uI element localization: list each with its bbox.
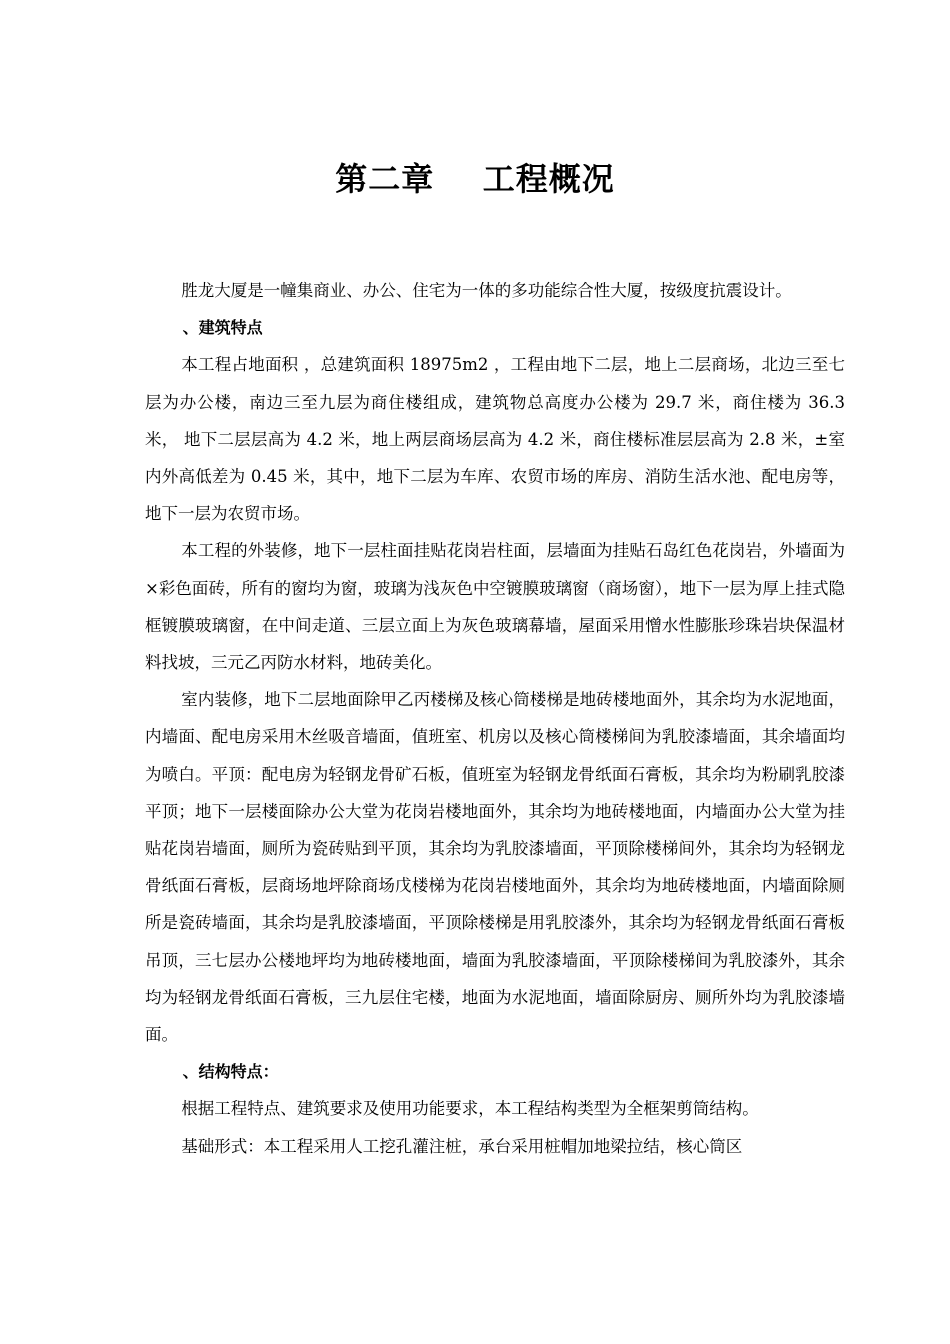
paragraph-foundation: 基础形式：本工程采用人工挖孔灌注桩，承台采用桩帽加地梁拉结，核心筒区: [181, 1136, 743, 1156]
section-heading-architecture: 、建筑特点: [182, 318, 263, 338]
chapter-title: 第二章 工程概况: [335, 160, 615, 198]
paragraph-exterior-finish: 本工程的外装修，地下一层柱面挂贴花岗岩柱面，层墙面为挂贴石岛红色花岗岩，外墙面为×彩色面砖，所有的窗均为窗，玻璃为浅灰色中空镀膜玻璃窗（商场窗），地下一层为厚上挂式隐框镀膜玻璃窗，在中间走道、三层立面上为灰色玻璃幕墙，屋面采用憎水性膨胀珍珠岩块保温材料找坡，三元乙丙防水材料，地砖美化。: [145, 541, 845, 673]
intro-paragraph: 胜龙大厦是一幢集商业、办公、住宅为一体的多功能综合性大厦，按级度抗震设计。: [181, 281, 792, 300]
document-body: [145, 272, 845, 1165]
paragraph-building-overview: 本工程占地面积 ，总建筑面积 18975m2 ，工程由地下二层，地上二层商场，北边三至七层为办公楼，南边三至九层为商住楼组成，建筑物总高度办公楼为 29.7 米，商住楼为 36.3 米， 地下二层层高为 4.2 米，地上两层商场层高为 4.2 米，商住楼标准层层高为 2.8 米，±室内外高低差为 0.45 米，其中，地下二层为车库、农贸市场的库房、消防生活水池、配电房等，地下一层为农贸市场。: [145, 355, 845, 524]
section-heading-structure: 、结构特点：: [182, 1062, 279, 1082]
paragraph-interior-finish: 室内装修，地下二层地面除甲乙丙楼梯及核心筒楼梯是地砖楼地面外，其余均为水泥地面，内墙面、配电房采用木丝吸音墙面，值班室、机房以及核心筒楼梯间为乳胶漆墙面，其余墙面均为喷白。平顶：配电房为轻钢龙骨矿石板，值班室为轻钢龙骨纸面石膏板，其余均为粉刷乳胶漆平顶；地下一层楼面除办公大堂为花岗岩楼地面外，其余均为地砖楼地面，内墙面办公大堂为挂贴花岗岩墙面，厕所为瓷砖贴到平顶，其余均为乳胶漆墙面，平顶除楼梯间外，其余均为轻钢龙骨纸面石膏板，层商场地坪除商场戊楼梯为花岗岩楼地面外，其余均为地砖楼地面，内墙面除厕所是瓷砖墙面，其余均是乳胶漆墙面，平顶除楼梯是用乳胶漆外，其余均为轻钢龙骨纸面石膏板吊顶，三七层办公楼地坪均为地砖楼地面，墙面为乳胶漆墙面，平顶除楼梯间为乳胶漆外，其余均为轻钢龙骨纸面石膏板，三九层住宅楼，地面为水泥地面，墙面除厨房、厕所外均为乳胶漆墙面。: [145, 690, 845, 1045]
paragraph-structure-type: 根据工程特点、建筑要求及使用功能要求，本工程结构类型为全框架剪筒结构。: [181, 1099, 759, 1119]
